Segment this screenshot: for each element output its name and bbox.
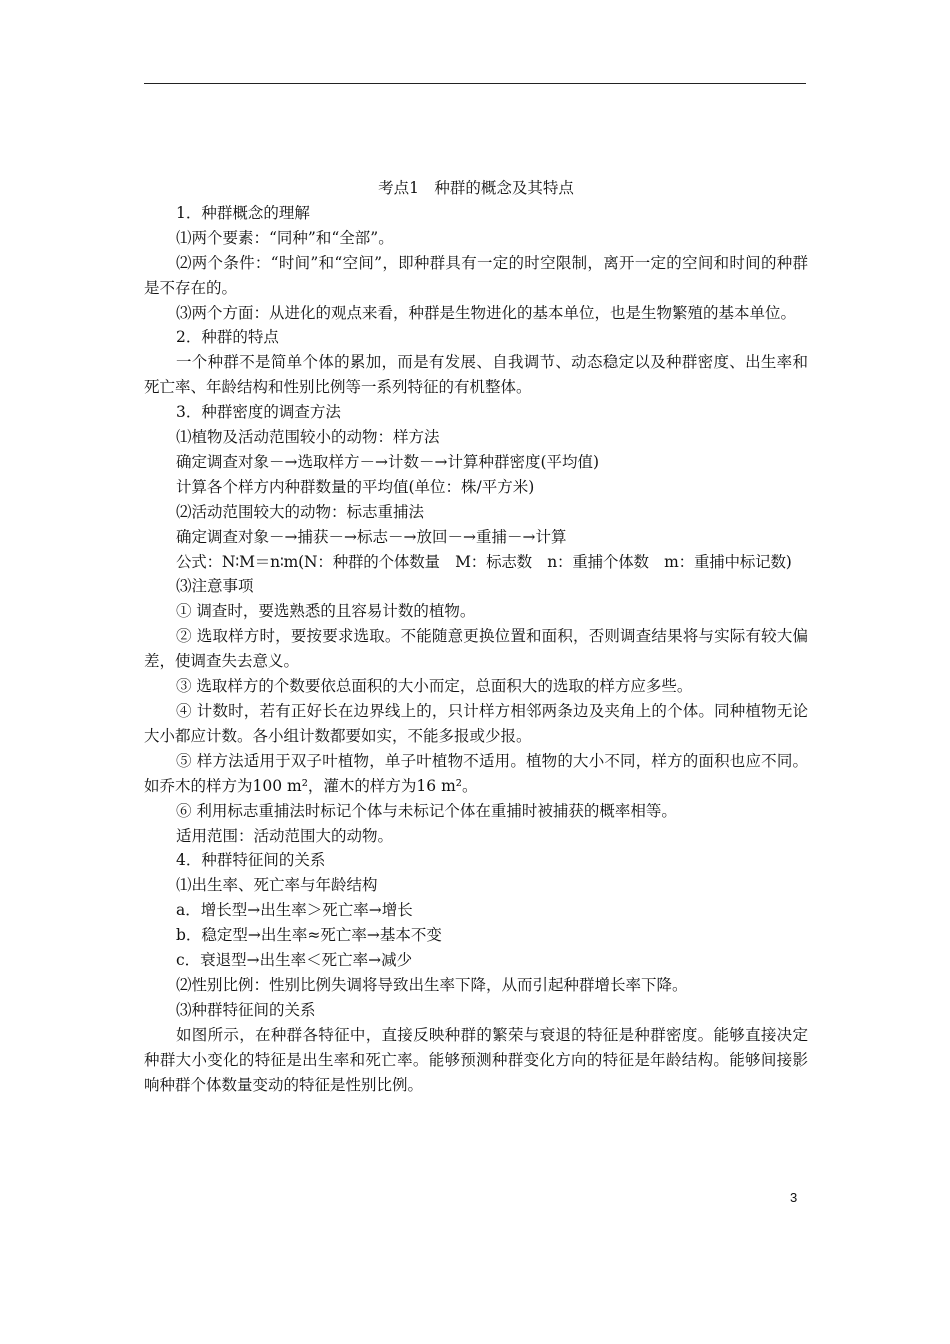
paragraph: 2．种群的特点	[176, 328, 279, 347]
paragraph: ⑵活动范围较大的动物：标志重捕法	[176, 502, 425, 521]
document-body	[144, 176, 808, 1098]
paragraph: ⑴植物及活动范围较小的动物：样方法	[176, 428, 440, 447]
paragraph: ⑶注意事项	[176, 577, 254, 596]
paragraph: ④ 计数时，若有正好长在边界线上的，只计样方相邻两条边及夹角上的个体。同种植物无论大小都应计数。各小组计数都要如实，不能多报或少报。	[144, 702, 808, 745]
paragraph: ① 调查时，要选熟悉的且容易计数的植物。	[176, 602, 476, 621]
paragraph: c．衰退型→出生率＜死亡率→减少	[176, 951, 413, 970]
paragraph: ⑵两个条件：“时间”和“空间”，即种群具有一定的时空限制，离开一定的空间和时间的种群是不存在的。	[144, 253, 808, 297]
paragraph: ⑵性别比例：性别比例失调将导致出生率下降，从而引起种群增长率下降。	[176, 975, 688, 994]
paragraph: 计算各个样方内种群数量的平均值(单位：株/平方米)	[176, 477, 535, 496]
paragraph: 确定调查对象－→捕获－→标志－→放回－→重捕－→计算	[176, 527, 567, 546]
paragraph: ⑤ 样方法适用于双子叶植物，单子叶植物不适用。植物的大小不同，样方的面积也应不同。如乔木的样方为100 m²，灌木的样方为16 m²。	[144, 751, 808, 795]
paragraph: b．稳定型→出生率≈死亡率→基本不变	[176, 926, 442, 945]
paragraph: ⑴两个要素：“同种”和“全部”。	[176, 228, 394, 247]
paragraph: ② 选取样方时，要按要求选取。不能随意更换位置和面积，否则调查结果将与实际有较大偏差，使调查失去意义。	[144, 627, 808, 671]
paragraph: ⑶种群特征间的关系	[176, 1000, 316, 1019]
paragraph: ⑶两个方面：从进化的观点来看，种群是生物进化的基本单位，也是生物繁殖的基本单位。	[176, 303, 797, 322]
paragraph: ⑴出生率、死亡率与年龄结构	[176, 876, 378, 895]
header-rule	[144, 83, 806, 84]
section-title: 考点1 种群的概念及其特点	[378, 179, 574, 197]
paragraph: 3．种群密度的调查方法	[176, 403, 341, 422]
paragraph: a．增长型→出生率＞死亡率→增长	[176, 901, 413, 920]
paragraph: 确定调查对象－→选取样方－→计数－→计算种群密度(平均值)	[176, 452, 600, 471]
paragraph: 如图所示，在种群各特征中，直接反映种群的繁荣与衰退的特征是种群密度。能够直接决定种群大小变化的特征是出生率和死亡率。能够预测种群变化方向的特征是年龄结构。能够间接影响种群个体数量变动的特征是性别比例。	[144, 1025, 808, 1094]
paragraph: 一个种群不是简单个体的累加，而是有发展、自我调节、动态稳定以及种群密度、出生率和死亡率、年龄结构和性别比例等一系列特征的有机整体。	[144, 353, 808, 397]
paragraph: 适用范围：活动范围大的动物。	[176, 826, 394, 845]
paragraph: ③ 选取样方的个数要依总面积的大小而定，总面积大的选取的样方应多些。	[176, 677, 693, 696]
paragraph: 4．种群特征间的关系	[176, 851, 326, 870]
page-number: 3	[790, 1190, 798, 1205]
paragraph: ⑥ 利用标志重捕法时标记个体与未标记个体在重捕时被捕获的概率相等。	[176, 801, 677, 820]
paragraph-formula: 公式：N∶M＝n∶m(N：种群的个体数量 M：标志数 n：重捕个体数 m：重捕中标记数)	[176, 552, 792, 571]
paragraph: 1．种群概念的理解	[176, 203, 310, 222]
